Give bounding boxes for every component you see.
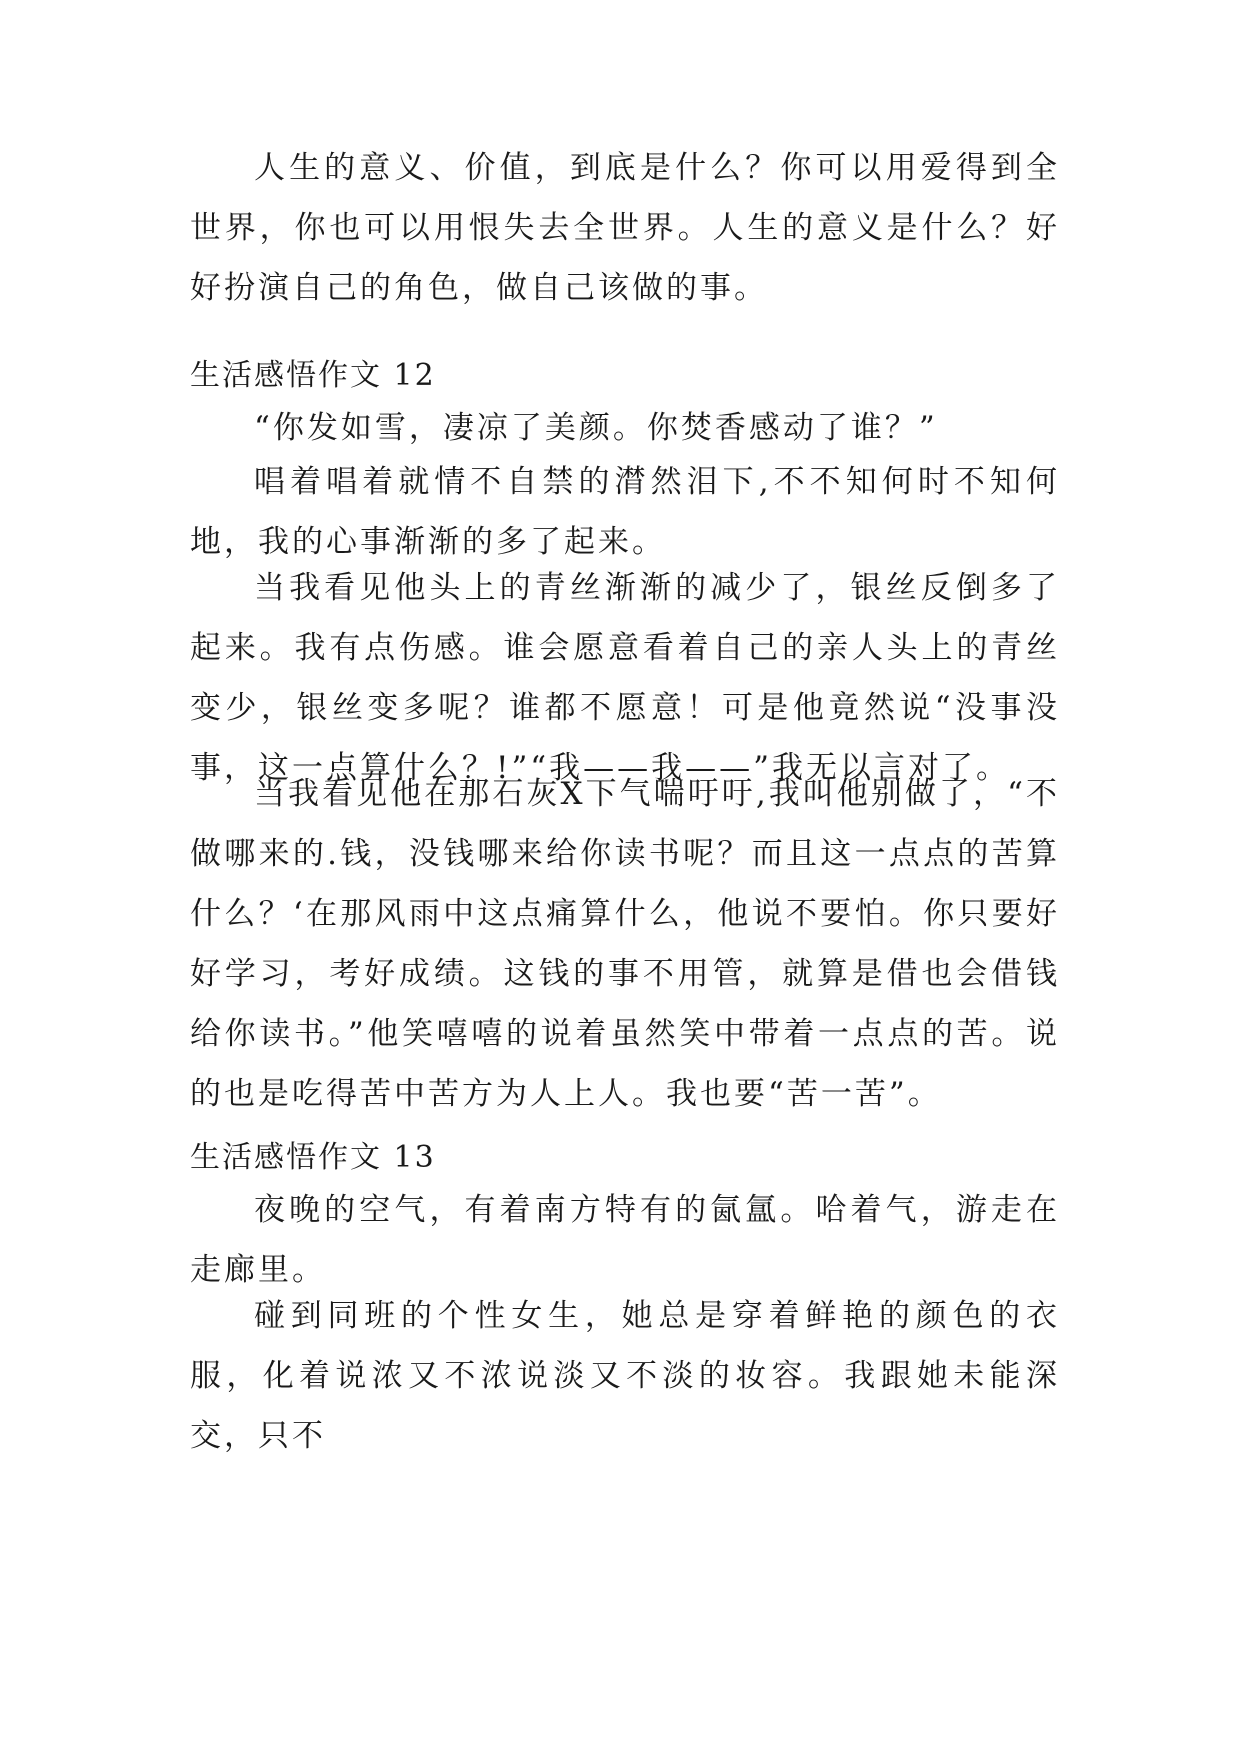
paragraph-classmate: 碰到同班的个性女生，她总是穿着鲜艳的颜色的衣服，化着说浓又不浓说淡又不淡的妆容。我跟她未能深交，只不: [190, 1298, 1060, 1454]
paragraph-singing-tears: 唱着唱着就情不自禁的潸然泪下,不不知何时不知何地，我的心事渐渐的多了起来。: [190, 464, 1060, 560]
heading-essay-12: 生活感悟作文 12: [190, 358, 436, 393]
heading-essay-13: 生活感悟作文 13: [190, 1140, 436, 1175]
paragraph-quote-hair-snow: “你发如雪，凄凉了美颜。你焚香感动了谁？”: [254, 410, 938, 446]
paragraph-night-air: 夜晚的空气，有着南方特有的氤氲。哈着气，游走在走廊里。: [190, 1192, 1060, 1288]
paragraph-life-meaning: 人生的意义、价值，到底是什么？你可以用爱得到全世界，你也可以用恨失去全世界。人生的意义是什么？好好扮演自己的角色，做自己该做的事。: [190, 150, 1060, 306]
paragraph-hard-work: 当我看见他在那石灰X下气喘吁吁,我叫他别做了，“不做哪来的.钱，没钱哪来给你读书呢？而且这一点点的苦算什么？‘在那风雨中这点痛算什么，他说不要怕。你只要好好学习，考好成绩。这钱的事不用管，就算是借也会借钱给你读书。”他笑嘻嘻的说着虽然笑中带着一点点的苦。说的也是吃得苦中苦方为人上人。我也要“苦一苦”。: [190, 776, 1060, 1112]
paragraph-silver-hair: 当我看见他头上的青丝渐渐的减少了，银丝反倒多了起来。我有点伤感。谁会愿意看着自己的亲人头上的青丝变少，银丝变多呢？谁都不愿意！可是他竟然说“没事没事，这一点算什么？!”“我——我——”我无以言对了。: [190, 570, 1060, 786]
